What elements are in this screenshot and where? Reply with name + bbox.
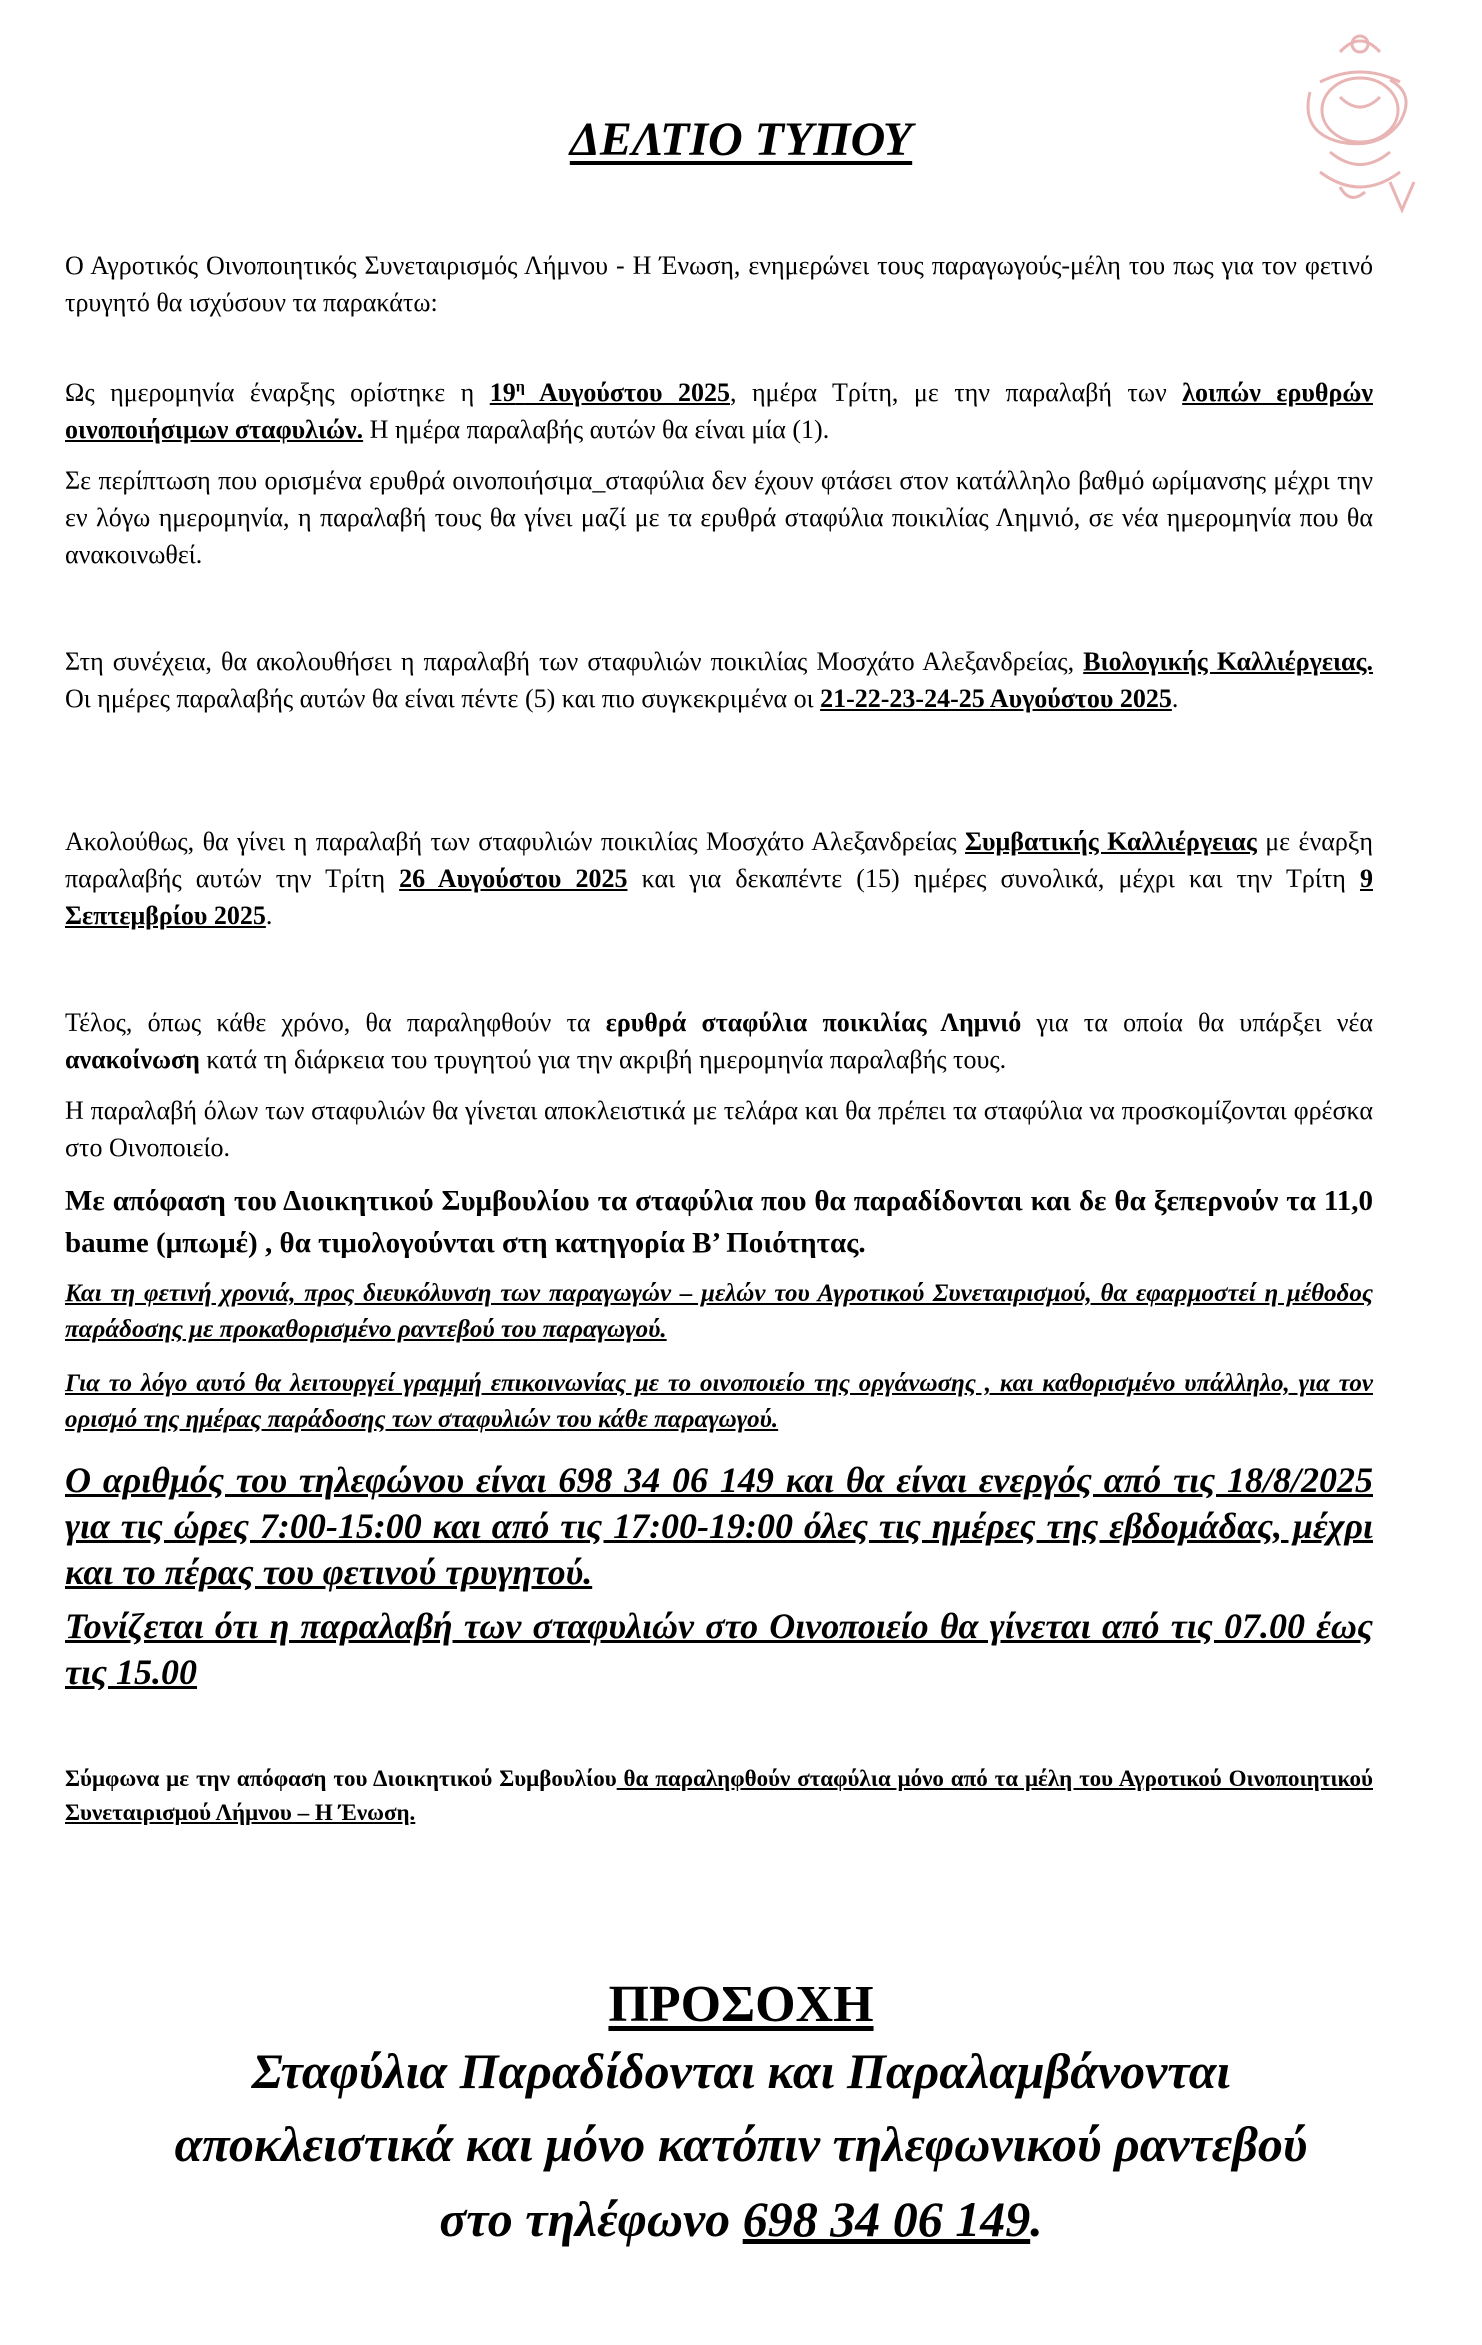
appointment-method-paragraph: Και τη φετινή χρονιά, προς διευκόλυνση των παραγωγών – μελών του Αγροτικού Συνεταιρισμού, θα εφαρμοστεί η μέθοδος παράδοσης με προκαθορισμένο ραντεβού του παραγωγού. bbox=[65, 1280, 1373, 1343]
contact-line-paragraph: Για το λόγο αυτό θα λειτουργεί γραμμή επικοινωνίας με το οινοποιείο της οργάνωσης , και καθορισμένο υπάλληλο, για τον ορισμό της ημέρας παράδοσης των σταφυλιών του κάθε παραγωγού. bbox=[65, 1370, 1373, 1433]
organic-muscat-paragraph: Στη συνέχεια, θα ακολουθήσει η παραλαβή των σταφυλιών ποικιλίας Μοσχάτο Αλεξανδρείας, Βιολογικής Καλλιέργειας. Οι ημέρες παραλαβής αυτών θα είναι πέντε (5) και πιο συγκεκριμένα οι 21-22-23-24-25 Αυγούστου 2025. bbox=[65, 647, 1373, 713]
notice-line-3: στο τηλέφωνο 698 34 06 149. bbox=[439, 2191, 1043, 2247]
notice-title: ΠΡΟΣΟΧΗ bbox=[608, 1976, 874, 2033]
phone-hours-paragraph: Ο αριθμός του τηλεφώνου είναι 698 34 06 149 και θα είναι ενεργός από τις 18/8/2025 για τις ώρες 7:00-15:00 και από τις 17:00-19:00 όλες τις ημέρες της εβδομάδας, μέχρι και το πέρας του φετινού τρυγητού. bbox=[65, 1460, 1373, 1592]
receiving-hours-paragraph: Τονίζεται ότι η παραλαβή των σταφυλιών στο Οινοποιείο θα γίνεται από τις 07.00 έως τις 15.00 bbox=[65, 1606, 1373, 1692]
notice-phone: 698 34 06 149 bbox=[742, 2191, 1031, 2247]
conventional-muscat-paragraph: Ακολούθως, θα γίνει η παραλαβή των σταφυλιών ποικιλίας Μοσχάτο Αλεξανδρείας Συμβατικής Καλλιέργειας με έναρξη παραλαβής αυτών την Τρίτη 26 Αυγούστου 2025 και για δεκαπέντε (15) ημέρες συνολικά, μέχρι και την Τρίτη 9 Σεπτεμβρίου 2025. bbox=[65, 827, 1373, 930]
members-only-paragraph: Σύμφωνα με την απόφαση του Διοικητικού Συμβουλίου θα παραληφθούν σταφύλια μόνο από τα μέλη του Αγροτικού Οινοποιητικού Συνεταιρισμού Λήμνου – Η Ένωση. bbox=[65, 1766, 1373, 1825]
ripening-paragraph: Σε περίπτωση που ορισμένα ερυθρά οινοποιήσιμα_σταφύλια δεν έχουν φτάσει στον κατάλληλο βαθμό ωρίμανσης μέχρι την εν λόγω ημερομηνία, η παραλαβή τους θα γίνει μαζί με τα ερυθρά σταφύλια ποικιλίας Λημνιό, σε νέα ημερομηνία που θα ανακοινωθεί. bbox=[65, 466, 1373, 569]
limnio-paragraph: Τέλος, όπως κάθε χρόνο, θα παραληφθούν τα ερυθρά σταφύλια ποικιλίας Λημνιό για τα οποία θα υπάρξει νέα ανακοίνωση κατά τη διάρκεια του τρυγητού για την ακριβή ημερομηνία παραλαβής τους. bbox=[65, 1008, 1373, 1074]
crates-paragraph: Η παραλαβή όλων των σταφυλιών θα γίνεται αποκλειστικά με τελάρα και θα πρέπει τα σταφύλια να προσκομίζονται φρέσκα στο Οινοποιείο. bbox=[65, 1096, 1373, 1162]
baume-paragraph: Με απόφαση του Διοικητικού Συμβουλίου τα σταφύλια που θα παραδίδονται και δε θα ξεπερνούν τα 11,0 baume (μπωμέ) , θα τιμολογούνται στη κατηγορία Β’ Ποιότητας. bbox=[65, 1185, 1373, 1259]
start-date-paragraph: Ως ημερομηνία έναρξης ορίστηκε η $19^\eta$ Αυγούστου 2025, ημέρα Τρίτη, με την παραλαβή των λοιπών ερυθρών οινοποιήσιμων σταφυλιών. Η ημέρα παραλαβής αυτών θα είναι μία (1). bbox=[65, 378, 1373, 444]
notice-line-1: Σταφύλια Παραδίδονται και Παραλαμβάνονται bbox=[251, 2043, 1231, 2099]
page-title: ΔΕΛΤΙΟ ΤΥΠΟΥ bbox=[569, 113, 913, 166]
intro-paragraph: Ο Αγροτικός Οινοποιητικός Συνεταιρισμός Λήμνου - Η Ένωση, ενημερώνει τους παραγωγούς-μέλη του πως για τον φετινό τρυγητό θα ισχύσουν τα παρακάτω: bbox=[65, 251, 1373, 317]
notice-line-2: αποκλειστικά και μόνο κατόπιν τηλεφωνικού ραντεβού bbox=[174, 2116, 1308, 2172]
